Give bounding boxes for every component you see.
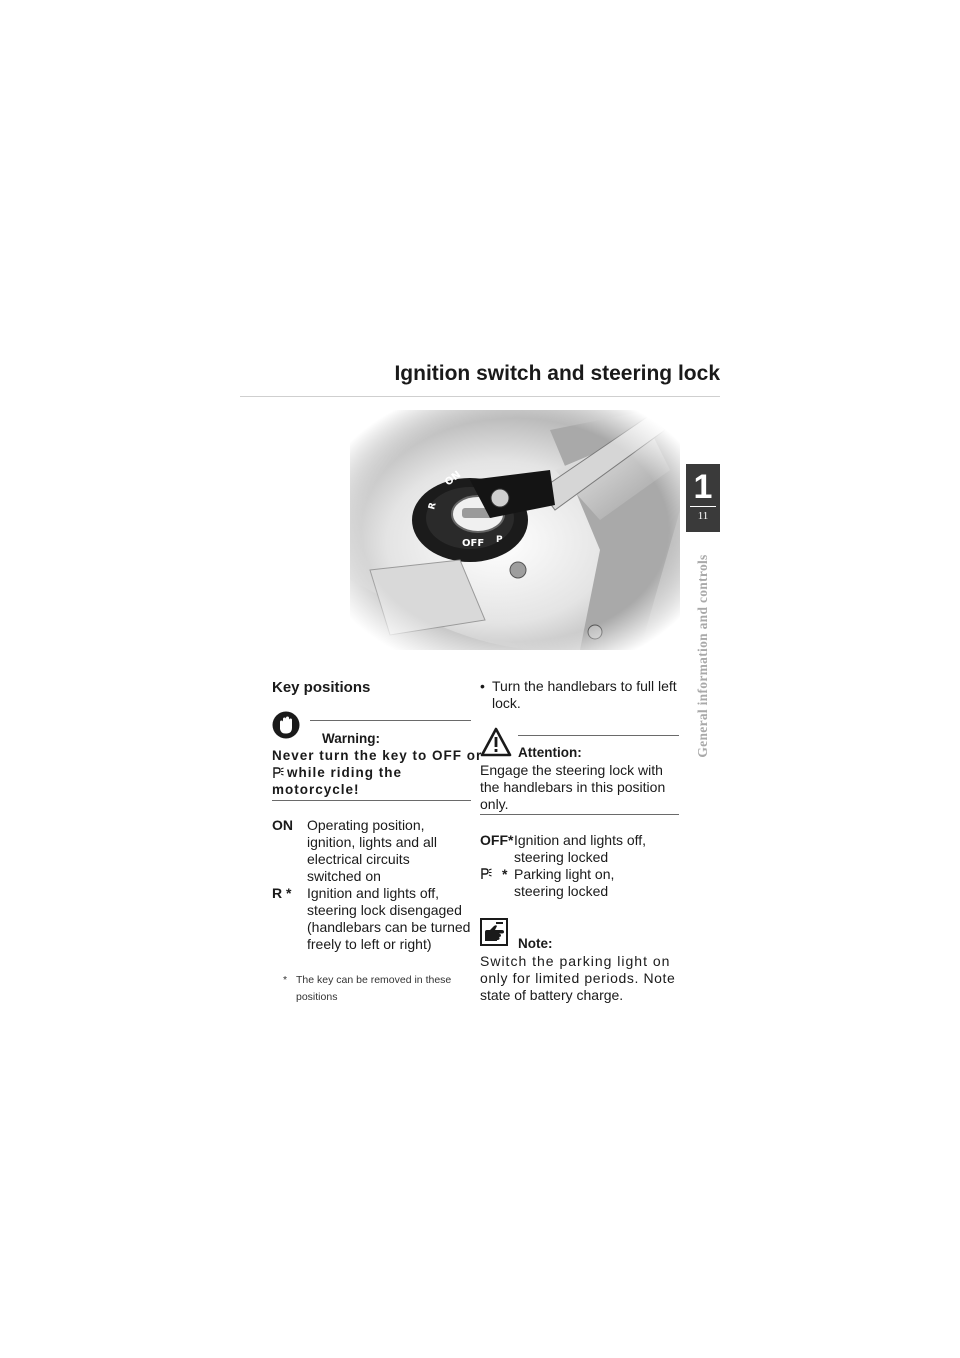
warning-triangle-icon [480, 727, 512, 757]
position-desc-r-2: steering lock disengaged [307, 902, 462, 918]
attention-line-3: only. [480, 796, 509, 812]
position-desc-p-2: steering locked [514, 883, 609, 899]
key-positions-list-right [480, 832, 680, 902]
position-term-off: OFF* [480, 832, 514, 848]
note-line-1: Switch the parking light on [480, 953, 671, 969]
bullet-line-1: Turn the handlebars to full left [492, 678, 677, 694]
position-desc-r-3: (handlebars can be turned [307, 919, 471, 935]
bullet-line-2: lock. [492, 695, 521, 711]
warning-label: Warning: [322, 731, 380, 746]
title-divider [240, 396, 720, 397]
page-number: 11 [697, 510, 709, 522]
position-desc-off-1: Ignition and lights off, [514, 832, 647, 848]
position-desc-p-1: Parking light on, [514, 866, 615, 882]
stop-hand-icon [272, 711, 300, 739]
chapter-tab-divider [690, 506, 716, 507]
warning-divider-bottom [272, 800, 471, 801]
parking-light-icon [272, 767, 284, 779]
note-line-3: state of battery charge. [480, 987, 624, 1003]
warning-line-2: while riding the [287, 765, 403, 780]
position-desc-on-3: electrical circuits [307, 851, 410, 867]
note-label: Note: [518, 936, 553, 951]
note-line-2: only for limited periods. Note [480, 970, 676, 986]
warning-line-1: Never turn the key to OFF or [272, 748, 483, 763]
position-term-p: * [502, 866, 508, 882]
position-desc-off-2: steering locked [514, 849, 609, 865]
footnote-line-2: positions [296, 991, 338, 1003]
key-positions-list-left [272, 817, 472, 957]
position-term-r: R * [272, 885, 292, 901]
position-desc-on-1: Operating position, [307, 817, 425, 833]
page-title: Ignition switch and steering lock [394, 362, 720, 385]
ignition-switch-photo [350, 410, 680, 650]
attention-divider-bottom [480, 814, 679, 815]
footnote-line-1: The key can be removed in these [296, 974, 452, 986]
warning-divider-top [310, 720, 471, 721]
attention-line-2: the handlebars in this position [480, 779, 666, 795]
chapter-number: 1 [693, 468, 713, 506]
key-positions-heading: Key positions [272, 679, 371, 696]
position-desc-on-4: switched on [307, 868, 381, 884]
warning-line-3: motorcycle! [272, 782, 360, 797]
parking-light-icon [480, 868, 492, 880]
footnote-mark: * [283, 974, 288, 986]
attention-divider-top [518, 735, 679, 736]
note-hand-icon [480, 918, 508, 946]
position-desc-r-4: freely to left or right) [307, 936, 432, 952]
attention-label: Attention: [518, 745, 582, 760]
position-desc-r-1: Ignition and lights off, [307, 885, 440, 901]
attention-line-1: Engage the steering lock with [480, 762, 663, 778]
position-term-on: ON [272, 817, 293, 833]
bullet-mark: • [480, 678, 485, 694]
position-desc-on-2: ignition, lights and all [307, 834, 437, 850]
